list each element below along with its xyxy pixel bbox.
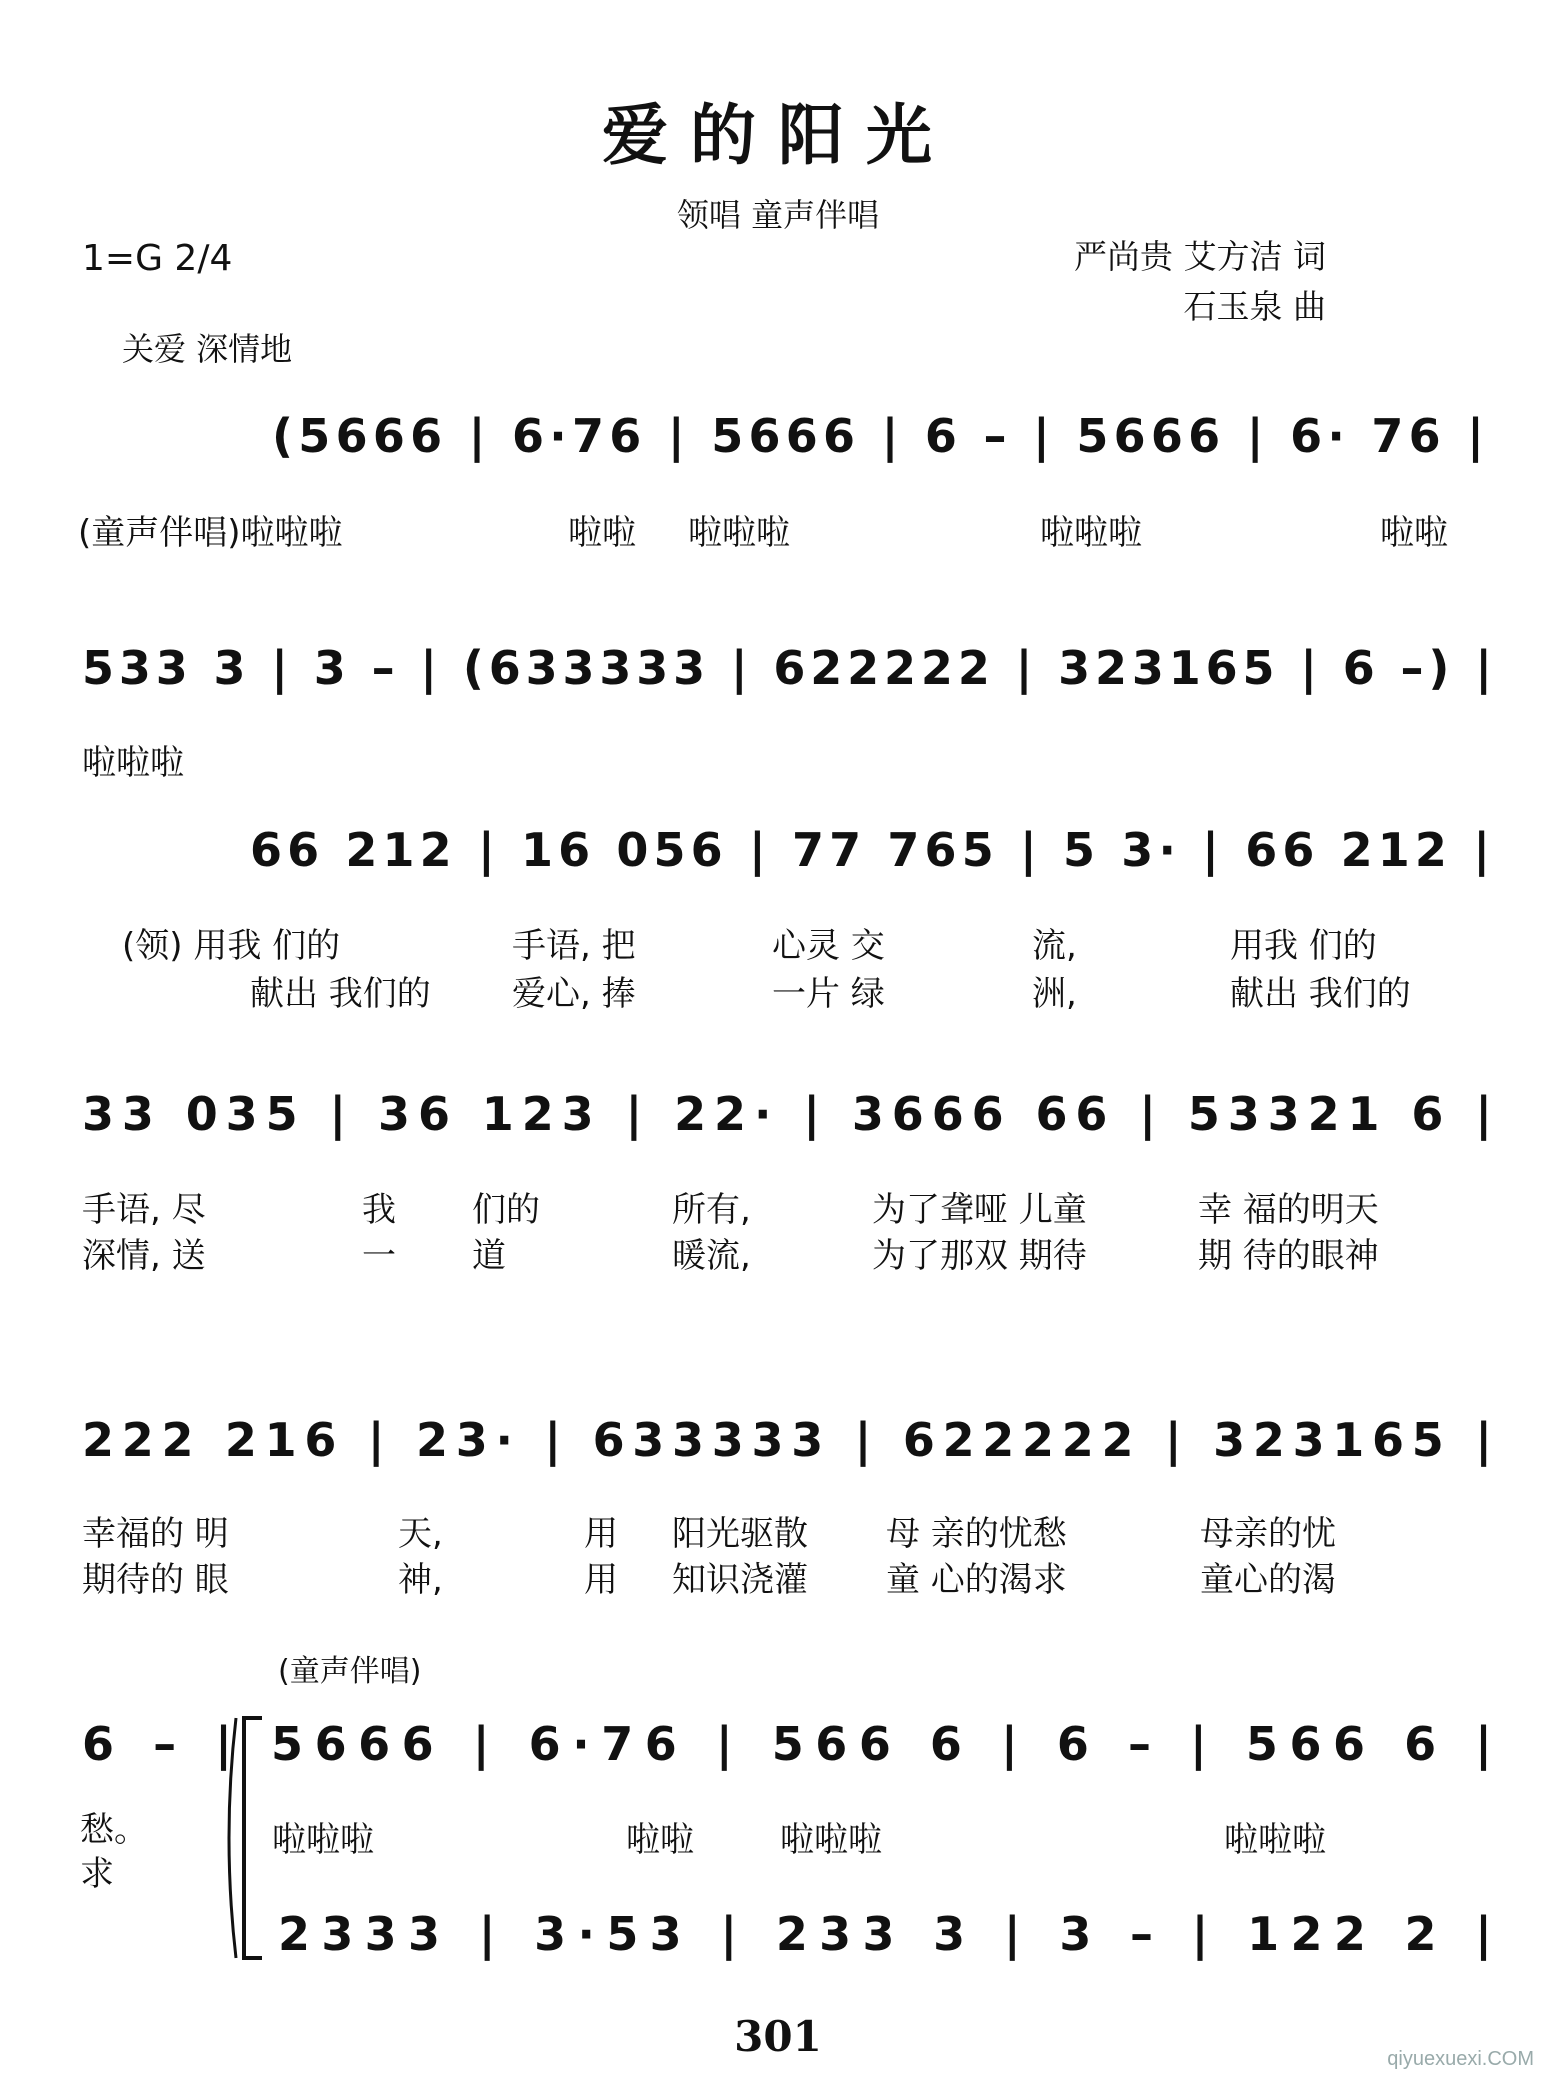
lyric2-s3-3: 洲, xyxy=(1032,974,1077,1014)
lyric-s4-3: 所有, xyxy=(672,1190,751,1230)
lyric-s4-5: 幸 福的明天 xyxy=(1198,1190,1379,1230)
lyric-s3-3: 流, xyxy=(1032,926,1077,966)
lyric-s3-4: 用我 们的 xyxy=(1230,926,1377,966)
lyric2-s4-3: 暖流, xyxy=(672,1236,751,1276)
lyricist: 严尚贵 艾方洁 词 xyxy=(1074,237,1326,276)
section-label: (童声伴唱) xyxy=(278,1654,422,1689)
lyric-s5-1: 天, xyxy=(398,1514,443,1554)
lyric-s1-4: 啦啦 xyxy=(1380,513,1448,553)
page-number: 301 xyxy=(734,2012,822,2061)
lyric-s4-2: 们的 xyxy=(472,1190,540,1230)
notation-line-s3: 66 212 | 16 056 | 77 765 | 5 3· | 66 212 | xyxy=(250,823,1490,877)
lyric2-s5-0: 期待的 眼 xyxy=(82,1560,229,1600)
notation-line-s2: 533 3 | 3 – | (633333 | 622222 | 323165 | 6 –) | xyxy=(82,641,1492,695)
lyric2-s4-2: 道 xyxy=(472,1236,506,1276)
lyric2-s5-5: 童心的渴 xyxy=(1200,1560,1336,1600)
lyric-s6-2: 啦啦啦 xyxy=(272,1820,374,1860)
lyric2-s5-2: 用 xyxy=(584,1560,618,1600)
lyric-s2-0: 啦啦啦 xyxy=(82,743,184,783)
lyric-s4-4: 为了聋哑 儿童 xyxy=(872,1190,1087,1230)
lyric-s5-0: 幸福的 明 xyxy=(82,1514,229,1554)
lyric-s6-3: 啦啦 xyxy=(626,1820,694,1860)
lyric-s5-5: 母亲的忧 xyxy=(1200,1514,1336,1554)
lyric2-s4-1: 一 xyxy=(362,1236,396,1276)
lyric2-s5-3: 知识浇灌 xyxy=(672,1560,808,1600)
key-signature: 1=G 2/4 xyxy=(82,238,233,279)
lyric-s1-2: 啦啦啦 xyxy=(688,513,790,553)
notation-line-s5: 222 216 | 23· | 633333 | 622222 | 323165 | xyxy=(82,1413,1492,1467)
lyric2-s4-5: 期 待的眼神 xyxy=(1198,1236,1379,1276)
lyric-s6-5: 啦啦啦 xyxy=(1224,1820,1326,1860)
composer: 石玉泉 曲 xyxy=(1183,287,1326,326)
lyric-s5-2: 用 xyxy=(584,1514,618,1554)
lyric-s1-3: 啦啦啦 xyxy=(1040,513,1142,553)
lyric2-s5-1: 神, xyxy=(398,1560,443,1600)
lyric-s5-3: 阳光驱散 xyxy=(672,1514,808,1554)
lyric-s1-1: 啦啦 xyxy=(568,513,636,553)
lyric2-s3-0: 献出 我们的 xyxy=(250,974,431,1014)
tempo-marking: 关爱 深情地 xyxy=(122,330,293,368)
lyric-s3-2: 心灵 交 xyxy=(772,926,885,966)
lyric2-s4-4: 为了那双 期待 xyxy=(872,1236,1087,1276)
lyric-s6-4: 啦啦啦 xyxy=(780,1820,882,1860)
lyric-s5-4: 母 亲的忧愁 xyxy=(886,1514,1067,1554)
lyric2-s4-0: 深情, 送 xyxy=(82,1236,206,1276)
lyric2-s3-4: 献出 我们的 xyxy=(1230,974,1411,1014)
song-title: 爱的阳光 xyxy=(602,96,954,174)
notation-line-s4: 33 035 | 36 123 | 22· | 3666 66 | 53321 6 | xyxy=(82,1087,1492,1141)
notation-line-s6-lower: 2333 | 3·53 | 233 3 | 3 – | 122 2 | xyxy=(278,1907,1492,1961)
song-subtitle: 领唱 童声伴唱 xyxy=(676,196,880,234)
lyric2-s3-1: 爱心, 捧 xyxy=(512,974,636,1014)
site-watermark: qiyuexuexi.COM xyxy=(1387,2048,1534,2070)
lyric2-s5-4: 童 心的渴求 xyxy=(886,1560,1067,1600)
lyric2-s3-2: 一片 绿 xyxy=(772,974,885,1014)
lyric-s4-0: 手语, 尽 xyxy=(82,1190,206,1230)
lyric-s3-1: 手语, 把 xyxy=(512,926,636,966)
lyric-s4-1: 我 xyxy=(362,1190,396,1230)
lyric-s6-1: 求 xyxy=(80,1854,114,1894)
lyric-s6-0: 愁。 xyxy=(80,1810,148,1850)
notation-line-s1: (5666 | 6·76 | 5666 | 6 – | 5666 | 6· 76 | xyxy=(272,409,1484,463)
lyric-s1-0: (童声伴唱)啦啦啦 xyxy=(78,513,343,553)
lyric-s3-0: (领) 用我 们的 xyxy=(122,926,341,966)
notation-line-s6: 6 – | 5666 | 6·76 | 566 6 | 6 – | 566 6 | xyxy=(82,1717,1492,1771)
